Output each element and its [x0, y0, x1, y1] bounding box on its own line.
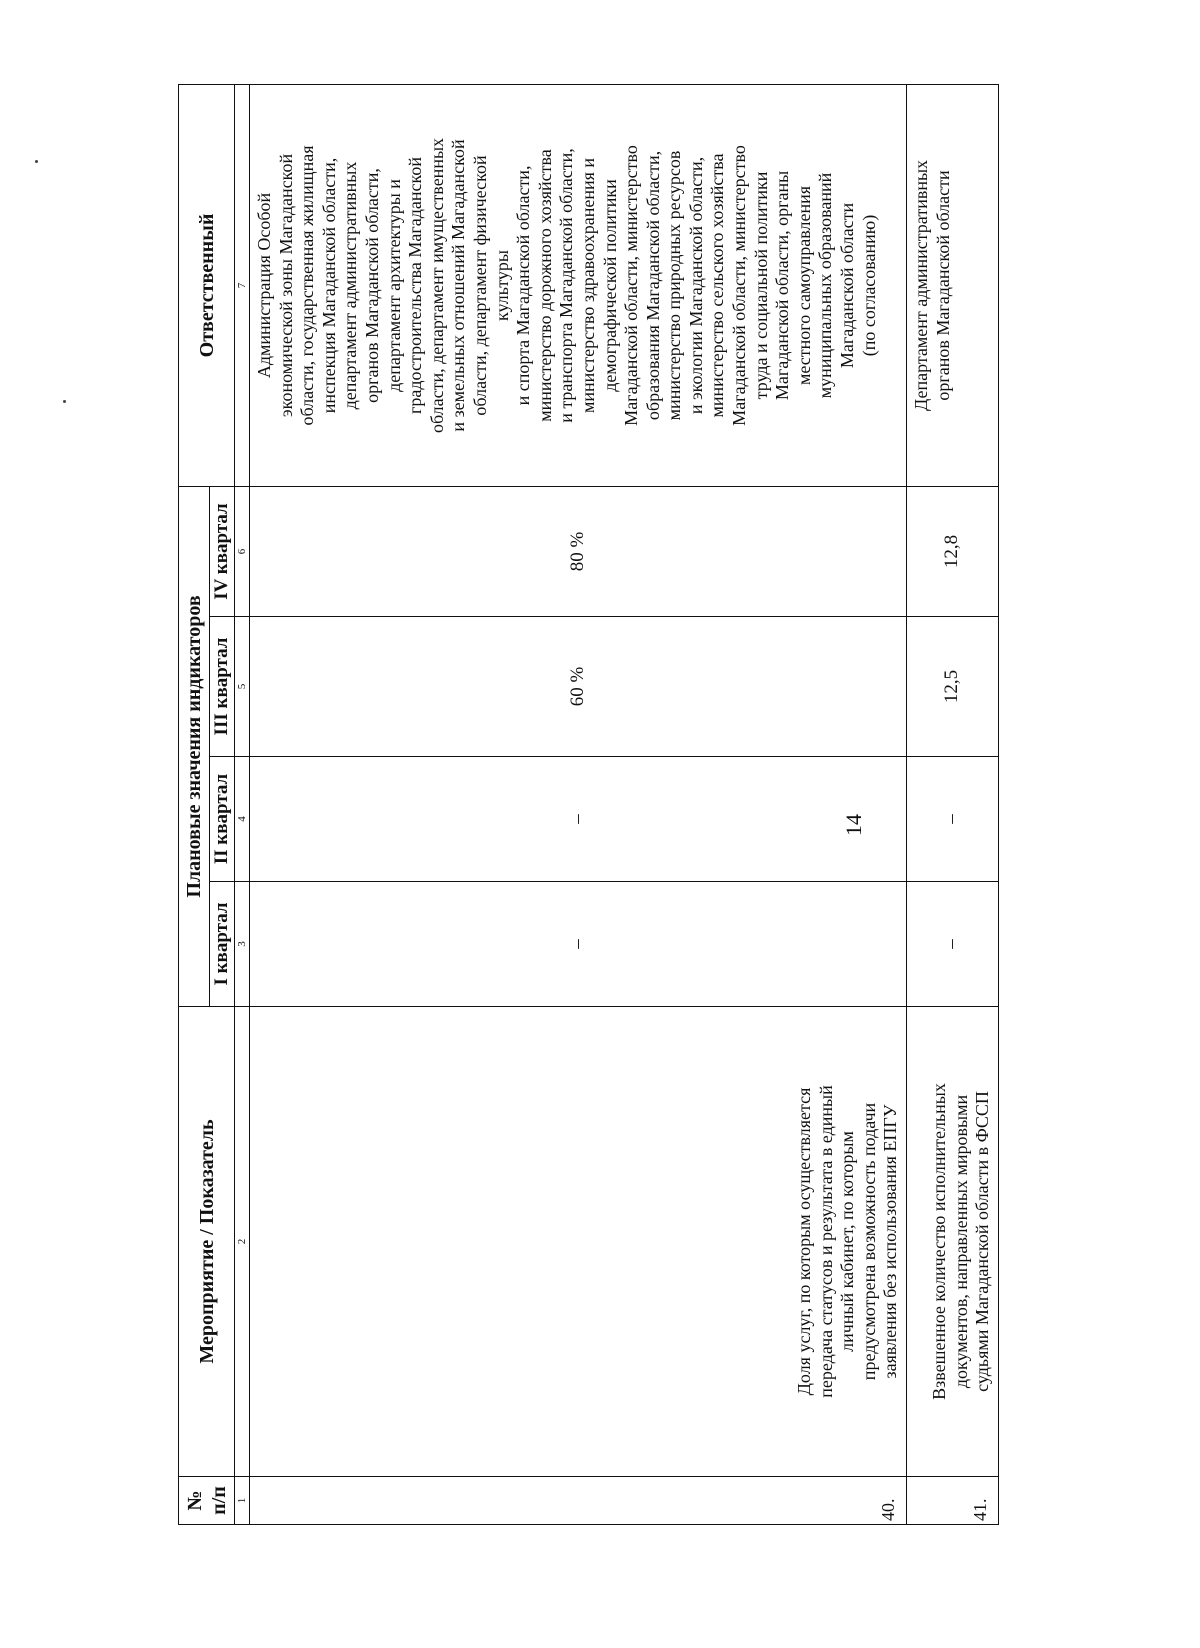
responsible-line: (по согласованию) [858, 214, 879, 357]
responsible-line: органов Магаданской области [932, 170, 953, 401]
responsible-line: экономической зоны Магаданской [275, 153, 296, 418]
scan-speck [35, 160, 38, 163]
responsible-line: Администрация Особой [254, 192, 274, 379]
event-line: передача статусов и результата в единый [815, 1085, 836, 1398]
header-responsible: Ответственный [179, 84, 235, 486]
responsible-line: и земельных отношений Магаданской [448, 139, 469, 432]
responsible-line: культуры [491, 250, 512, 321]
event-line: судьями Магаданской области в ФССП [972, 1091, 993, 1392]
column-number: 4 [235, 757, 250, 882]
responsible-line: области, департамент имущественных [426, 137, 447, 434]
column-number: 6 [235, 486, 250, 616]
responsible-line: градостроительства Магаданской [405, 157, 426, 414]
value-q1: – [907, 882, 999, 1007]
value-q1: – [250, 882, 907, 1007]
responsible-line: и экологии Магаданской области, [685, 156, 706, 415]
responsible-line: инспекция Магаданской области, [318, 157, 339, 414]
row-number: 41. [907, 1477, 999, 1525]
responsible-line: и транспорта Магаданской области, [556, 148, 577, 423]
responsible-line: департамент архитектуры и [383, 179, 404, 392]
column-number: 1 [235, 1477, 250, 1525]
table-row [250, 84, 907, 1524]
responsible-line: области, государственная жилищная [297, 145, 318, 426]
event-cell [250, 1007, 907, 1477]
column-number: 2 [235, 1007, 250, 1477]
header-q3: III квартал [210, 617, 235, 757]
responsible-cell [907, 84, 999, 486]
responsible-line: органов Магаданской области, [361, 168, 382, 403]
value-q4: 12,8 [907, 486, 999, 616]
value-q3: 12,5 [907, 617, 999, 757]
header-q2: II квартал [210, 757, 235, 882]
responsible-line: министерство сельского хозяйства [707, 153, 728, 418]
row-number: 40. [250, 1477, 907, 1525]
value-q2: – [250, 757, 907, 882]
responsible-line: министерство природных ресурсов [664, 150, 685, 421]
header-event: Мероприятие / Показатель [179, 1007, 235, 1477]
indicators-table [178, 84, 999, 1525]
rotated-page [118, 85, 993, 1525]
event-cell [907, 1007, 999, 1477]
header-row [179, 84, 210, 1524]
event-line: Взвешенное количество исполнительных [929, 1083, 950, 1400]
responsible-line: Магаданской области, министерство [729, 145, 750, 426]
event-line: Доля услуг, по которым осуществляется [794, 1087, 815, 1396]
value-q3: 60 % [250, 617, 907, 757]
page-number: 14 [841, 814, 866, 836]
responsible-line: министерство дорожного хозяйства [534, 149, 555, 422]
scan-speck [63, 400, 66, 403]
header-q1: I квартал [210, 882, 235, 1007]
responsible-line: Магаданской области [837, 202, 858, 369]
responsible-line: местного самоуправления [793, 185, 814, 386]
header-q4: IV квартал [210, 486, 235, 616]
event-line: заявления без использования ЕПГУ [880, 1104, 901, 1379]
column-number: 7 [235, 84, 250, 486]
responsible-line: и спорта Магаданской области, [513, 165, 534, 406]
responsible-line: Департамент административных [911, 159, 931, 412]
responsible-line: муниципальных образований [815, 172, 836, 399]
event-line: предусмотрена возможность подачи [858, 1102, 879, 1381]
column-number: 5 [235, 617, 250, 757]
value-q2: – [907, 757, 999, 882]
responsible-line: министерство здравоохранения и [577, 157, 598, 413]
responsible-line: образования Магаданской области, [642, 150, 663, 421]
responsible-line: области, департамент физической [469, 155, 490, 416]
table-row [907, 84, 999, 1524]
value-q4: 80 % [250, 486, 907, 616]
event-line: личный кабинет, по которым [837, 1131, 858, 1352]
responsible-line: демографической политики [599, 179, 620, 392]
responsible-cell [250, 84, 907, 486]
column-number: 3 [235, 882, 250, 1007]
header-planned-values: Плановые значения индикаторов [179, 486, 210, 1006]
header-num: № п/п [179, 1477, 235, 1525]
responsible-line: труда и социальной политики [750, 171, 771, 400]
responsible-line: Магаданской области, органы [772, 170, 793, 401]
event-line: документов, направленных мировыми [950, 1094, 971, 1389]
responsible-line: Магаданской области, министерство [621, 145, 642, 426]
column-numbers-row [235, 84, 250, 1524]
responsible-line: департамент административных [340, 161, 361, 410]
